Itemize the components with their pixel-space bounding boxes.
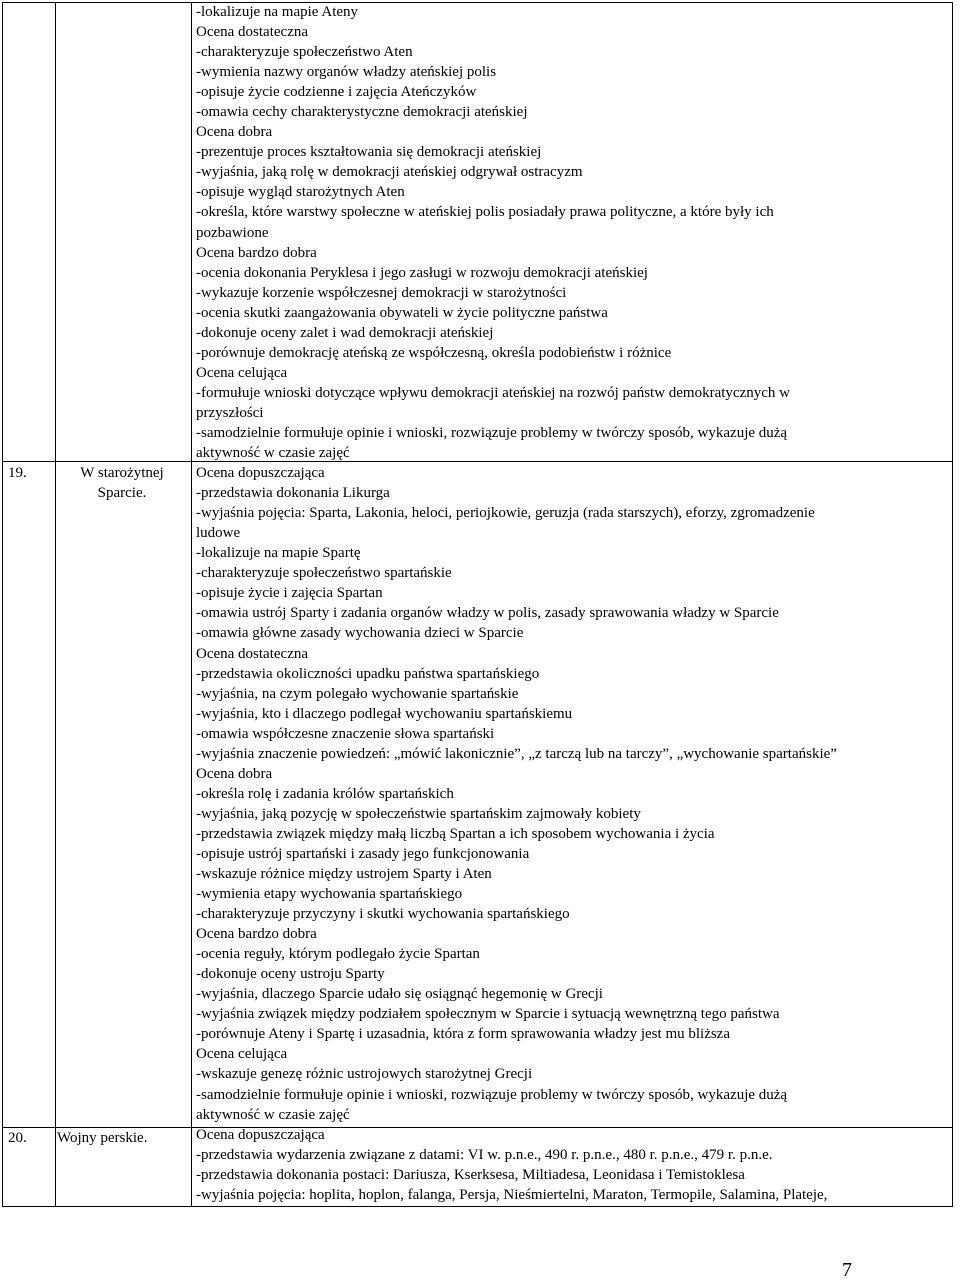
requirement-line: -wyjaśnia znaczenie powiedzeń: „mówić lakonicznie”, „z tarczą lub na tarczy”, „wychowanie spartańskie” xyxy=(196,745,837,762)
requirement-line: -przedstawia związek między małą liczbą Spartan a ich sposobem wychowania i życia xyxy=(196,825,715,842)
requirement-line: -omawia główne zasady wychowania dzieci w Sparcie xyxy=(196,625,524,642)
requirement-line: Ocena dostateczna xyxy=(196,24,309,41)
requirement-line: Ocena bardzo dobra xyxy=(196,926,317,943)
requirement-line: -wykazuje korzenie współczesnej demokracji w starożytności xyxy=(196,284,567,301)
requirement-line: pozbawione xyxy=(196,224,269,241)
requirement-line: Ocena dostateczna xyxy=(196,645,309,662)
row-19-topic-line1: W starożytnej xyxy=(80,465,164,481)
requirement-line: -opisuje ustrój spartański i zasady jego funkcjonowania xyxy=(196,845,530,862)
requirement-line: -lokalizuje na mapie Spartę xyxy=(196,545,361,562)
requirement-line: aktywność w czasie zajęć xyxy=(196,1106,350,1123)
row-19-topic-line2: Sparcie. xyxy=(97,485,147,501)
requirement-line: -przedstawia okoliczności upadku państwa spartańskiego xyxy=(196,665,540,682)
requirement-line: -omawia współczesne znaczenie słowa spartański xyxy=(196,725,495,742)
requirement-line: -wymienia etapy wychowania spartańskiego xyxy=(196,886,463,903)
requirement-line: -omawia cechy charakterystyczne demokracji ateńskiej xyxy=(196,104,528,121)
page-number: 7 xyxy=(842,1259,852,1281)
requirement-line: -wyjaśnia pojęcia: Sparta, Lakonia, heloci, periojkowie, geruzja (rada starszych), eforzy, zgromadzenie xyxy=(196,505,815,522)
requirement-line: -samodzielnie formułuje opinie i wnioski, rozwiązuje problemy w twórczy sposób, wykazuje dużą xyxy=(196,1086,788,1103)
requirement-line: -wyjaśnia, dlaczego Sparcie udało się osiągnąć hegemonię w Grecji xyxy=(196,986,603,1003)
requirement-line: Ocena dobra xyxy=(196,765,273,782)
requirement-line: ludowe xyxy=(196,525,241,542)
requirement-line: -określa rolę i zadania królów spartańskich xyxy=(196,785,454,802)
requirement-line: Ocena celująca xyxy=(196,364,288,381)
requirement-line: Ocena dobra xyxy=(196,124,273,141)
requirement-line: -ocenia skutki zaangażowania obywateli w życie polityczne państwa xyxy=(196,304,608,321)
requirement-line: -wyjaśnia, jaką rolę w demokracji ateńskiej odgrywał ostracyzm xyxy=(196,164,583,181)
requirement-line: -wyjaśnia związek między podziałem społecznym w Sparcie i sytuacją wewnętrzną tego państwa xyxy=(196,1006,780,1023)
requirement-line: Ocena bardzo dobra xyxy=(196,244,317,261)
requirement-line: -charakteryzuje społeczeństwo spartańskie xyxy=(196,565,452,582)
requirement-line: -charakteryzuje przyczyny i skutki wychowania spartańskiego xyxy=(196,906,570,923)
column-divider-topic xyxy=(191,3,192,1206)
row-19-topic xyxy=(57,463,187,503)
row-20-topic: Wojny perskie. xyxy=(57,1130,148,1146)
requirement-line: -formułuje wnioski dotyczące wpływu demokracji ateńskiej na rozwój państw demokratycznych w xyxy=(196,384,790,401)
requirement-line: -dokonuje oceny ustroju Sparty xyxy=(196,966,385,983)
requirement-line: -porównuje Ateny i Spartę i uzasadnia, która z form sprawowania władzy jest mu bliższa xyxy=(196,1026,731,1043)
requirement-line: -opisuje życie codzienne i zajęcia Ateńczyków xyxy=(196,84,477,101)
requirement-line: -dokonuje oceny zalet i wad demokracji ateńskiej xyxy=(196,324,494,341)
requirement-line: -określa, które warstwy społeczne w ateńskiej polis posiadały prawa polityczne, a które były ich xyxy=(196,204,774,221)
requirement-line: -przedstawia dokonania postaci: Dariusza, Kserksesa, Miltiadesa, Leonidasa i Temistoklesa xyxy=(196,1166,745,1183)
requirement-line: -charakteryzuje społeczeństwo Aten xyxy=(196,44,413,61)
requirement-line: przyszłości xyxy=(196,404,264,421)
column-divider-num xyxy=(55,3,56,1206)
requirement-line: -lokalizuje na mapie Ateny xyxy=(196,4,359,20)
requirement-line: -ocenia reguły, którym podlegało życie Spartan xyxy=(196,946,480,963)
requirement-line: -wyjaśnia, jaką pozycję w społeczeństwie spartańskim zajmowały kobiety xyxy=(196,805,641,822)
requirement-line: -przedstawia wydarzenia związane z datami: VI w. p.n.e., 490 r. p.n.e., 480 r. p.n.e., 479 r. p.n.e. xyxy=(196,1146,773,1163)
requirement-line: -ocenia dokonania Peryklesa i jego zasługi w rozwoju demokracji ateńskiej xyxy=(196,264,648,281)
requirement-line: -wyjaśnia pojęcia: hoplita, hoplon, falanga, Persja, Nieśmiertelni, Maraton, Termopile, Salamina, Plateje, xyxy=(196,1186,828,1203)
requirement-line: -samodzielnie formułuje opinie i wnioski, rozwiązuje problemy w twórczy sposób, wykazuje dużą xyxy=(196,424,788,441)
requirement-line: -opisuje wygląd starożytnych Aten xyxy=(196,184,405,201)
row-20-number: 20. xyxy=(8,1130,27,1146)
requirement-line: -wyjaśnia, kto i dlaczego podlegał wychowaniu spartańskiemu xyxy=(196,705,573,722)
requirement-line: -omawia ustrój Sparty i zadania organów władzy w polis, zasady sprawowania władzy w Sparcie xyxy=(196,605,779,622)
requirement-line: -przedstawia dokonania Likurga xyxy=(196,485,390,502)
requirement-line: Ocena dopuszczająca xyxy=(196,1126,325,1143)
requirement-line: Ocena dopuszczająca xyxy=(196,465,325,482)
requirement-line: -wymienia nazwy organów władzy ateńskiej polis xyxy=(196,64,497,81)
row-19-number: 19. xyxy=(8,465,27,481)
requirement-line: -wskazuje genezę różnic ustrojowych starożytnej Grecji xyxy=(196,1066,533,1083)
requirement-line: -porównuje demokrację ateńską ze współczesną, określa podobieństw i różnice xyxy=(196,344,672,361)
requirement-line: -opisuje życie i zajęcia Spartan xyxy=(196,585,383,602)
requirement-line: Ocena celująca xyxy=(196,1046,288,1063)
requirement-line: -wyjaśnia, na czym polegało wychowanie spartańskie xyxy=(196,685,519,702)
requirements-column xyxy=(196,2,946,1205)
requirement-line: -prezentuje proces kształtowania się demokracji ateńskiej xyxy=(196,144,542,161)
requirement-line: aktywność w czasie zajęć xyxy=(196,445,350,462)
requirement-line: -wskazuje różnice między ustrojem Sparty i Aten xyxy=(196,866,492,883)
